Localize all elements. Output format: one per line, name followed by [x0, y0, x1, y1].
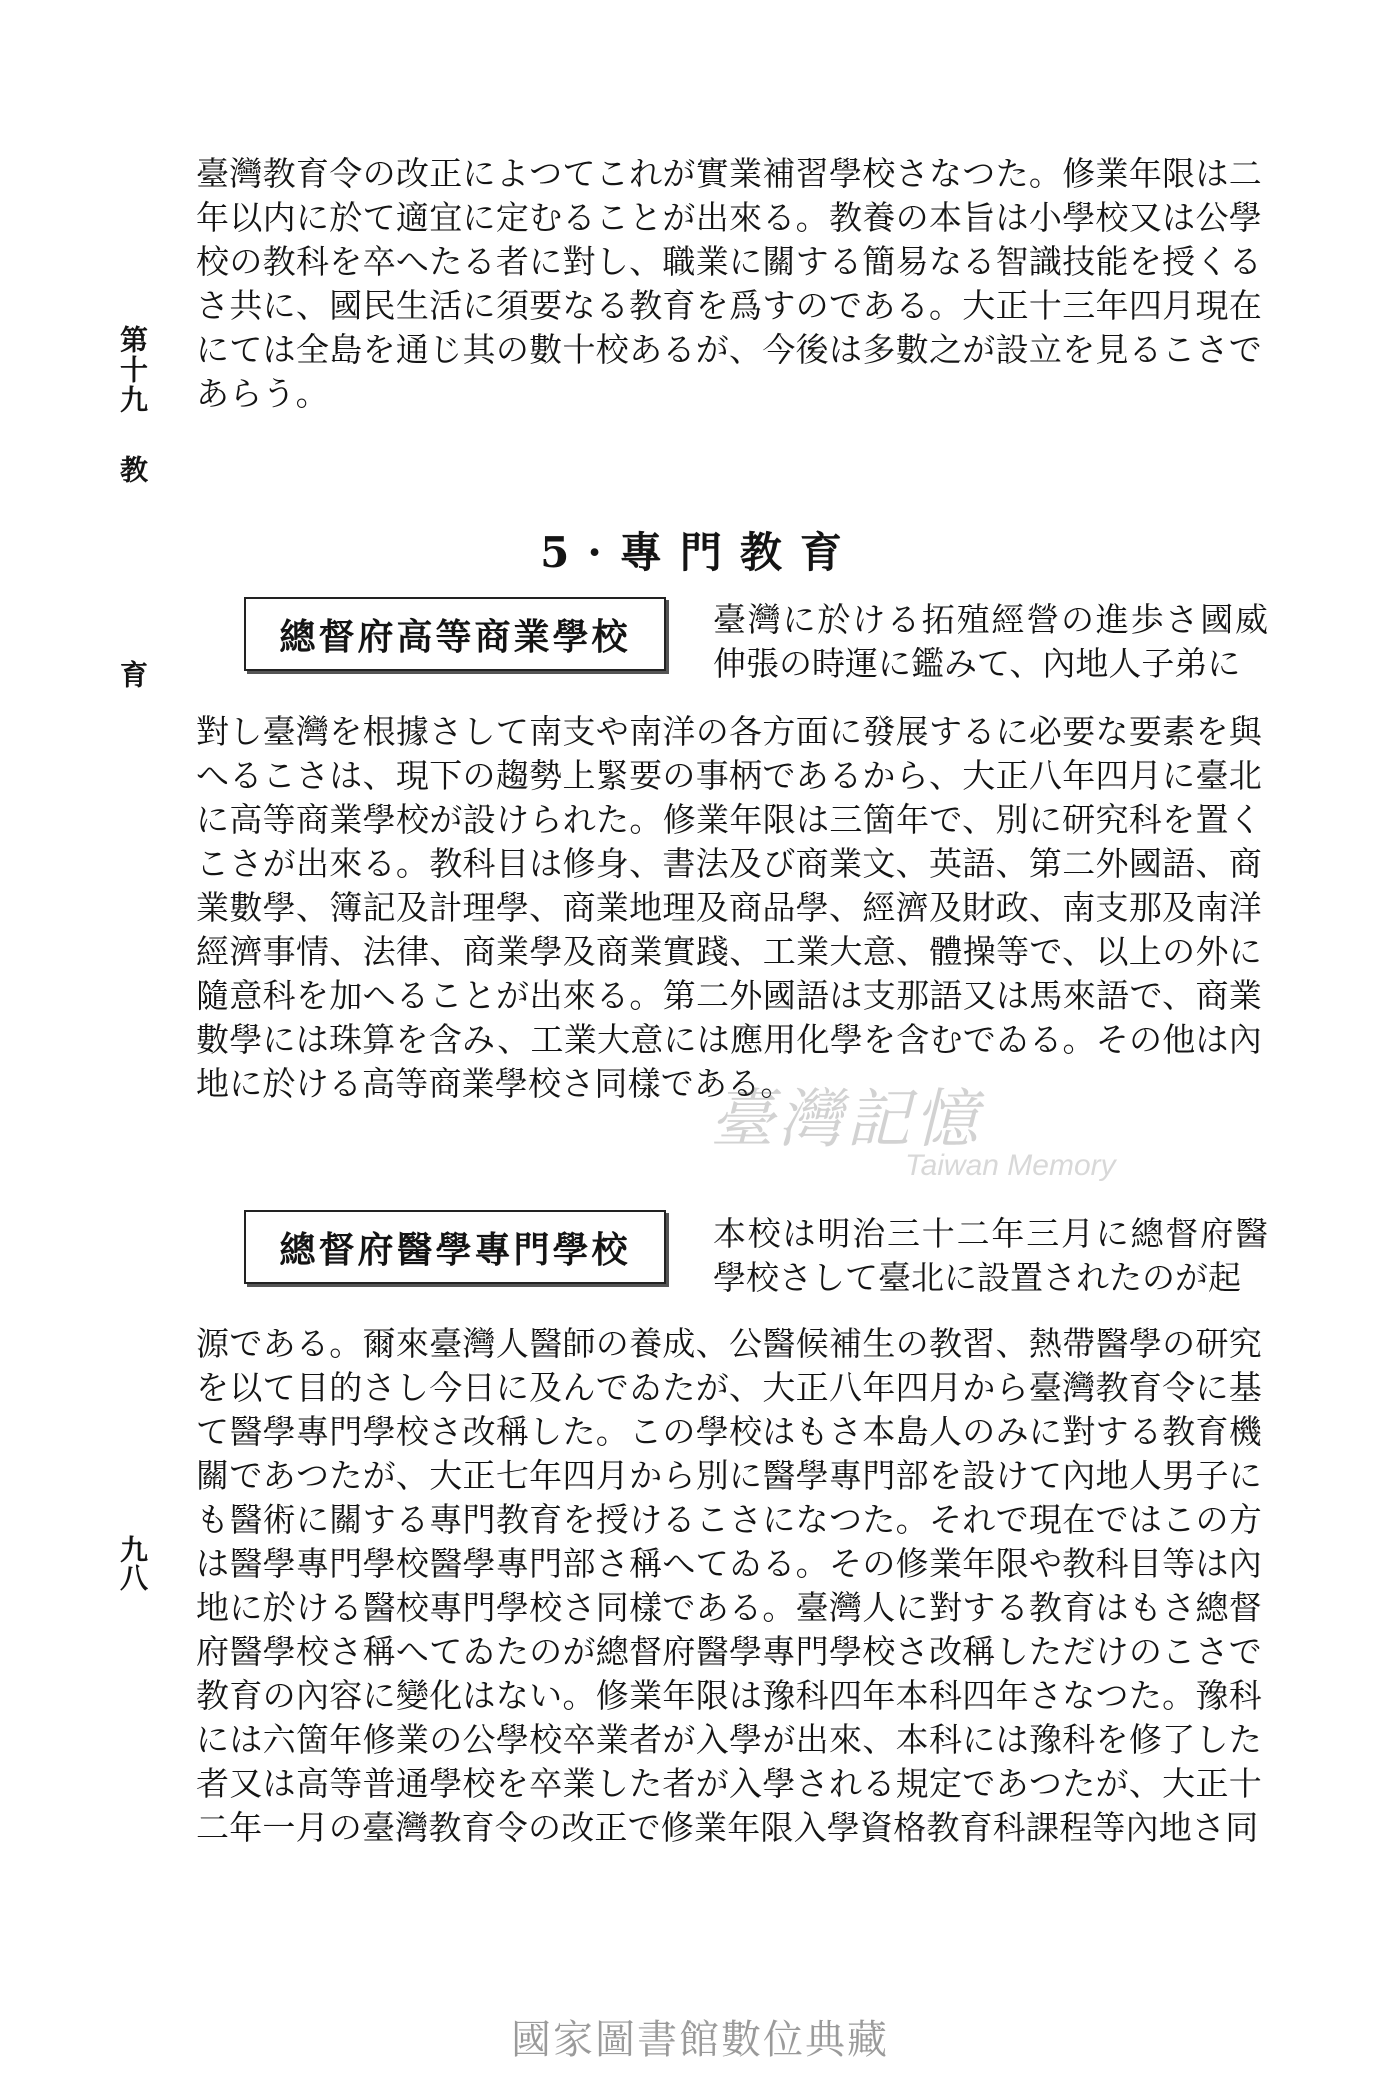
- commerce-school-intro-block: [713, 598, 1268, 686]
- watermark-glyphs: 臺灣記憶: [710, 1083, 982, 1157]
- margin-subject-char-1: 教: [116, 455, 149, 485]
- margin-chapter-label: 第十九: [116, 325, 149, 415]
- margin-subject-char-2: 育: [116, 660, 149, 690]
- intro-paragraph-block: [196, 152, 1262, 416]
- commerce-school-body-block: [196, 710, 1262, 1106]
- page-number: 九八: [116, 1535, 149, 1591]
- intro-paragraph: 臺灣教育令の改正によつてこれが實業補習學校さなつた。修業年限は二年以内に於て適宜に定むることが出來る。教養の本旨は小學校又は公學校の教科を卒へたる者に對し、職業に關する簡易なる智識技能を授くるさ共に、國民生活に須要なる教育を爲すのである。大正十三年四月現在にては全島を通じ其の數十校あるが、今後は多數之が設立を見るこさであらう。: [196, 154, 1262, 413]
- medical-school-body: 源である。爾來臺灣人醫師の養成、公醫候補生の教習、熱帶醫學の研究を以て目的さし今日に及んでゐたが、大正八年四月から臺灣教育令に基て醫學專門學校さ改稱した。この學校はもさ本島人のみに對する教育機關であつたが、大正七年四月から別に醫學專門部を設けて內地人男子にも醫術に關する專門教育を授けるこさになつた。それで現在ではこの方は醫學專門學校醫學專門部さ稱へてゐる。その修業年限や教科目等は內地に於ける醫校專門學校さ同樣である。臺灣人に對する教育はもさ總督府醫學校さ稱へてゐたのが總督府醫學專門學校さ改稱しただけのこさで教育の內容に變化はない。修業年限は豫科四年本科四年さなつた。豫科には六箇年修業の公學校卒業者が入學が出來、本科には豫科を修了した者又は高等普通學校を卒業した者が入學される規定であつたが、大正十二年一月の臺灣教育令の改正で修業年限入學資格教育科課程等內地さ同: [196, 1324, 1262, 1847]
- section-title: 5·專門教育: [540, 528, 860, 577]
- medical-school-body-block: [196, 1322, 1262, 1850]
- footer-credit: 國家圖書館數位典藏: [511, 2017, 889, 2063]
- medical-school-intro-block: [713, 1212, 1268, 1300]
- medical-school-heading: 總督府醫學專門學校: [244, 1210, 666, 1284]
- watermark-caption: Taiwan Memory: [905, 1149, 1116, 1182]
- commerce-school-intro: 臺灣に於ける拓殖經營の進歩さ國威伸張の時運に鑑みて、內地人子弟に: [713, 600, 1268, 683]
- commerce-school-body: 對し臺灣を根據さして南支や南洋の各方面に發展するに必要な要素を與へるこさは、現下の趨勢上緊要の事柄であるから、大正八年四月に臺北に高等商業學校が設けられた。修業年限は三箇年で、別に研究科を置くこさが出來る。教科目は修身、書法及び商業文、英語、第二外國語、商業數學、簿記及計理學、商業地理及商品學、經濟及財政、南支那及南洋經濟事情、法律、商業學及商業實踐、工業大意、體操等で、以上の外に隨意科を加へることが出來る。第二外國語は支那語又は馬來語で、商業數學には珠算を含み、工業大意には應用化學を含むでゐる。その他は內地に於ける高等商業學校さ同樣である。: [196, 712, 1262, 1103]
- medical-school-intro: 本校は明治三十二年三月に總督府醫學校さして臺北に設置されたのが起: [713, 1214, 1268, 1297]
- commerce-school-heading: 總督府高等商業學校: [244, 597, 666, 671]
